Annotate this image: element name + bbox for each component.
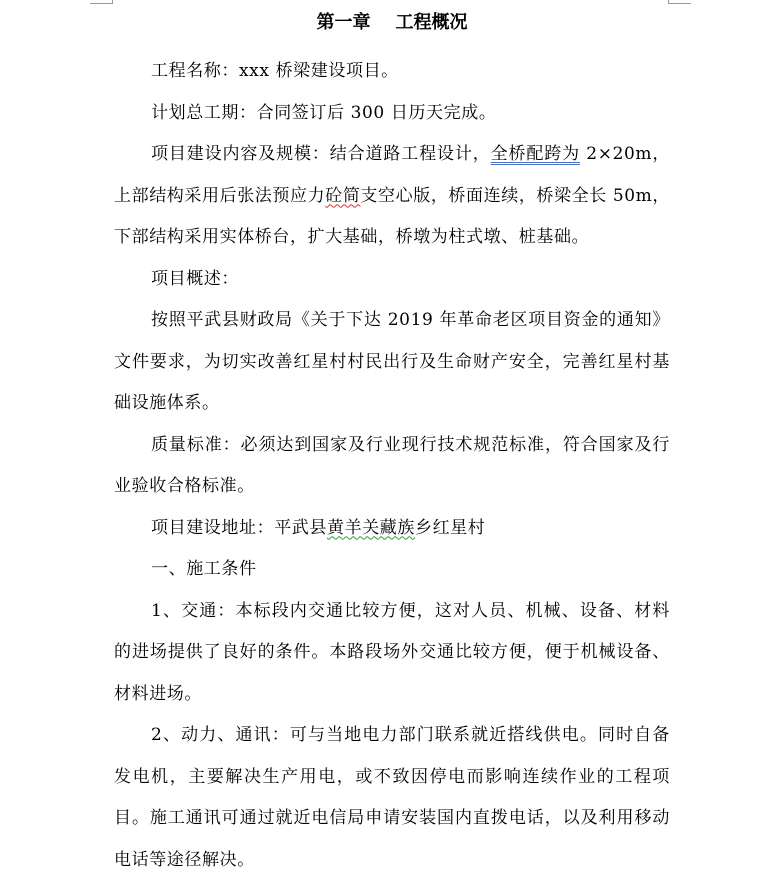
paragraph-location [114,508,670,550]
paragraph-duration: 计划总工期：合同签订后 300 日历天完成。 [151,102,497,123]
format-marked-span[interactable]: 全桥配跨为 [490,144,581,164]
paragraph-traffic: 1、交通：本标段内交通比较方便，这对人员、机械、设备、材料的进场提供了良好的条件。本路段场外交通比较方便，便于机械设备、材料进场。 [114,600,670,704]
spelling-marked-span[interactable]: 砼简 [325,185,361,206]
paragraph-power-comm: 2、动力、通讯：可与当地电力部门联系就近搭线供电。同时自备发电机，主要解决生产用电，或不致因停电而影响连续作业的工程项目。施工通讯可通过就近电信局申请安装国内直拨电话，以及利用移动电话等途径解决。 [114,725,670,870]
location-text-c: 乡红星村 [415,517,486,538]
paragraph-project-name: 工程名称：xxx 桥梁建设项目。 [151,61,399,81]
chapter-title: 第一章 工程概况 [316,12,468,33]
paragraph-overview-heading: 项目概述： [151,268,239,289]
paragraph-overview: 按照平武县财政局《关于下达 2019 年革命老区项目资金的通知》文件要求，为切实改善红星村村民出行及生命财产安全，完善红星村基础设施体系。 [114,310,670,413]
grammar-marked-span[interactable]: 黄羊关藏族 [327,517,415,538]
paragraph-quality: 质量标准：必须达到国家及行业现行技术规范标准，符合国家及行业验收合格标准。 [114,434,670,496]
page-corner-mark-left [90,0,113,4]
location-text-a: 项目建设地址：平武县 [151,517,327,538]
document-page [114,8,670,881]
section-heading-conditions: 一、施工条件 [151,559,257,579]
scope-text-a: 项目建设内容及规模：结合道路工程设计， [151,144,491,164]
scope-text-e: 支空心版，桥面连续，桥梁全长 50m，下部结构采用实体桥台，扩大基础，桥墩为柱式墩、桩基础。 [114,185,670,247]
paragraph-scope [114,134,670,259]
page-corner-mark-right [668,0,691,4]
scope-text-c: 2×20m，上部结构采用后张法预应力 [114,144,670,206]
